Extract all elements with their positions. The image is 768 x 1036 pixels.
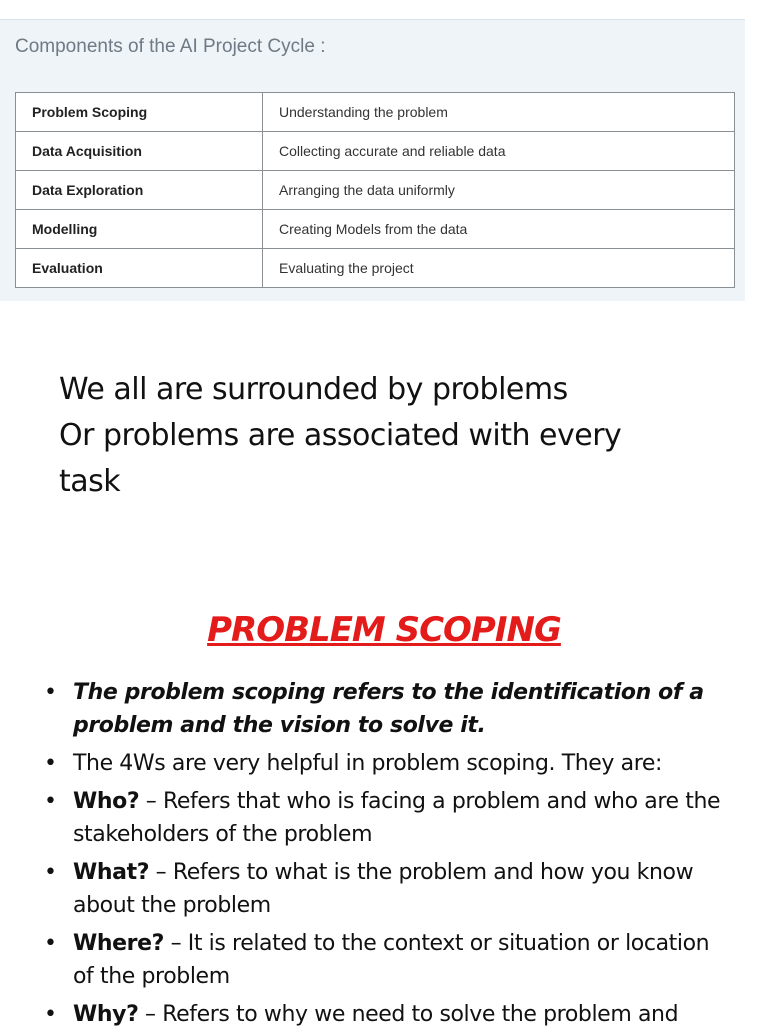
table-row bbox=[16, 171, 735, 210]
table-row bbox=[16, 93, 735, 132]
component-description: Understanding the problem bbox=[263, 93, 735, 132]
what-text: – Refers to what is the problem and how you know about the problem bbox=[73, 860, 694, 918]
component-name: Data Acquisition bbox=[16, 132, 263, 171]
list-item bbox=[44, 856, 734, 922]
list-item bbox=[44, 747, 734, 780]
who-text: – Refers that who is facing a problem and who are the stakeholders of the problem bbox=[73, 789, 721, 847]
bullet-icon: • bbox=[44, 860, 57, 885]
where-term: Where? bbox=[73, 931, 164, 956]
bullet-icon: • bbox=[44, 680, 57, 705]
table-row bbox=[16, 249, 735, 288]
components-table bbox=[15, 92, 735, 288]
bullet-list bbox=[44, 676, 734, 1036]
intro-text bbox=[59, 367, 739, 505]
intro-line: task bbox=[59, 464, 121, 499]
component-description: Arranging the data uniformly bbox=[263, 171, 735, 210]
list-item bbox=[44, 998, 734, 1031]
component-name: Evaluation bbox=[16, 249, 263, 288]
what-term: What? bbox=[73, 860, 150, 885]
bullet-icon: • bbox=[44, 931, 57, 956]
section-heading: PROBLEM SCOPING bbox=[207, 610, 561, 650]
why-term: Why? bbox=[73, 1002, 139, 1027]
component-name: Data Exploration bbox=[16, 171, 263, 210]
intro-line: Or problems are associated with every bbox=[59, 418, 622, 453]
list-item bbox=[44, 927, 734, 993]
bullet-icon: • bbox=[44, 789, 57, 814]
table-row bbox=[16, 132, 735, 171]
who-term: Who? bbox=[73, 789, 140, 814]
where-text: – It is related to the context or situation or location of the problem bbox=[73, 931, 710, 989]
component-description: Collecting accurate and reliable data bbox=[263, 132, 735, 171]
table-row bbox=[16, 210, 735, 249]
component-name: Problem Scoping bbox=[16, 93, 263, 132]
fourws-intro-text: The 4Ws are very helpful in problem scoping. They are: bbox=[73, 751, 663, 776]
definition-text: The problem scoping refers to the identification of a problem and the vision to solve it. bbox=[73, 680, 704, 738]
list-item bbox=[44, 785, 734, 851]
component-description: Evaluating the project bbox=[263, 249, 735, 288]
intro-line: We all are surrounded by problems bbox=[59, 372, 568, 407]
list-item bbox=[44, 676, 734, 742]
component-name: Modelling bbox=[16, 210, 263, 249]
component-description: Creating Models from the data bbox=[263, 210, 735, 249]
why-text: – Refers to why we need to solve the problem and bbox=[138, 1002, 679, 1027]
bullet-icon: • bbox=[44, 1002, 57, 1027]
panel-title: Components of the AI Project Cycle : bbox=[15, 36, 326, 57]
bullet-icon: • bbox=[44, 751, 57, 776]
